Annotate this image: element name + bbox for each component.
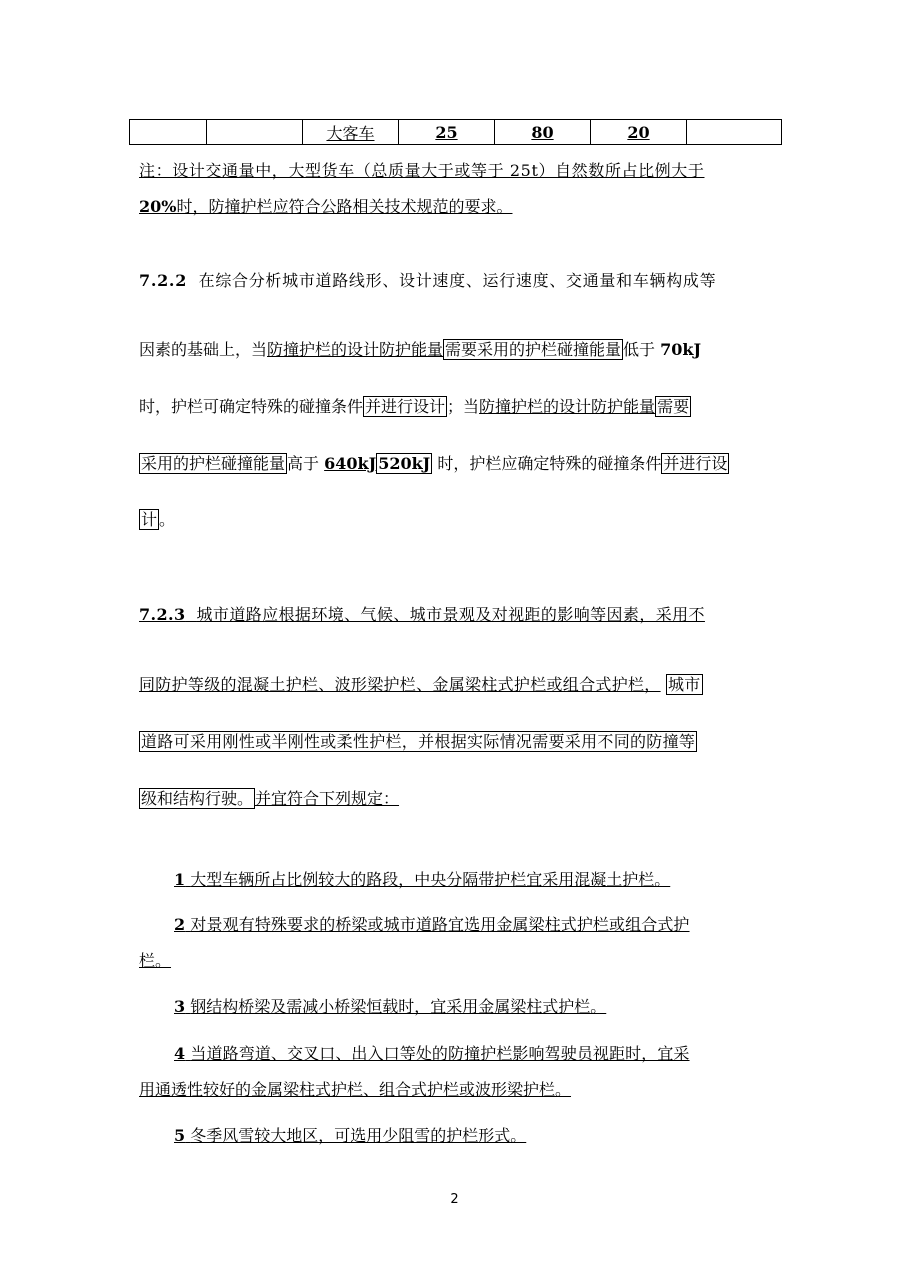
- list-item-4-line-2: 用通透性较好的金属梁柱式护栏、组合式护栏或波形梁护栏。: [139, 1080, 572, 1099]
- list-item-4-line-1: 4 当道路弯道、交叉口、出入口等处的防撞护栏影响驾驶员视距时，宜采: [174, 1044, 690, 1063]
- clause-7-2-2-line-2: 因素的基础上，当防撞护栏的设计防护能量 需要采用的护栏碰撞能量 低于 70kJ: [139, 340, 702, 359]
- table-cell: [130, 120, 207, 145]
- table-cell-value: 20: [591, 120, 687, 145]
- clause-7-2-2-line-1: 7.2.2 在综合分析城市道路线形、设计速度、运行速度、交通量和车辆构成等: [139, 271, 717, 290]
- list-item-1: 1 大型车辆所占比例较大的路段，中央分隔带护栏宜采用混凝土护栏。: [174, 870, 671, 889]
- list-item-5: 5 冬季风雪较大地区，可选用少阻雪的护栏形式。: [174, 1126, 527, 1145]
- vehicle-table-row: [129, 119, 782, 145]
- table-cell: [687, 120, 782, 145]
- clause-7-2-3-line-3: 道路可采用刚性或半刚性或柔性护栏，并根据实际情况需要采用不同的防撞等: [141, 732, 696, 751]
- table-cell-value: 25: [399, 120, 495, 145]
- list-item-3: 3 钢结构桥梁及需减小桥梁恒载时，宜采用金属梁柱式护栏。: [174, 997, 607, 1016]
- list-item-2-line-1: 2 对景观有特殊要求的桥梁或城市道路宜选用金属梁柱式护栏或组合式护: [174, 915, 690, 934]
- clause-7-2-2-line-3: 时，护栏可确定特殊的碰撞条件 并进行设计 ；当防撞护栏的设计防护能量 需要: [139, 397, 690, 416]
- list-item-2-line-2: 栏。: [139, 951, 172, 970]
- clause-number: 7.2.3: [139, 605, 186, 624]
- clause-7-2-2-line-4: 采用的护栏碰撞能量 高于 640kJ 520kJ 时，护栏应确定特殊的碰撞条件 并进行设: [141, 454, 728, 473]
- page-number: 2: [450, 1192, 459, 1207]
- table-cell-vehicle-type: 大客车: [303, 120, 399, 145]
- clause-7-2-3-line-1: 7.2.3 城市道路应根据环境、气候、城市景观及对视距的影响等因素，采用不: [139, 605, 705, 624]
- note-line-1: 注：设计交通量中，大型货车（总质量大于或等于 25t）自然数所占比例大于: [139, 161, 705, 180]
- note-line-2: 20%时，防撞护栏应符合公路相关技术规范的要求。: [139, 197, 513, 216]
- clause-7-2-3-line-4: 级和结构行驶。 并宜符合下列规定：: [141, 789, 400, 808]
- table-cell-value: 80: [495, 120, 591, 145]
- clause-7-2-2-line-5: 计 。: [141, 510, 176, 529]
- clause-number: 7.2.2: [139, 271, 188, 290]
- clause-7-2-3-line-2: 同防护等级的混凝土护栏、波形梁护栏、金属梁柱式护栏或组合式护栏， 城市: [139, 675, 701, 694]
- table-cell: [207, 120, 303, 145]
